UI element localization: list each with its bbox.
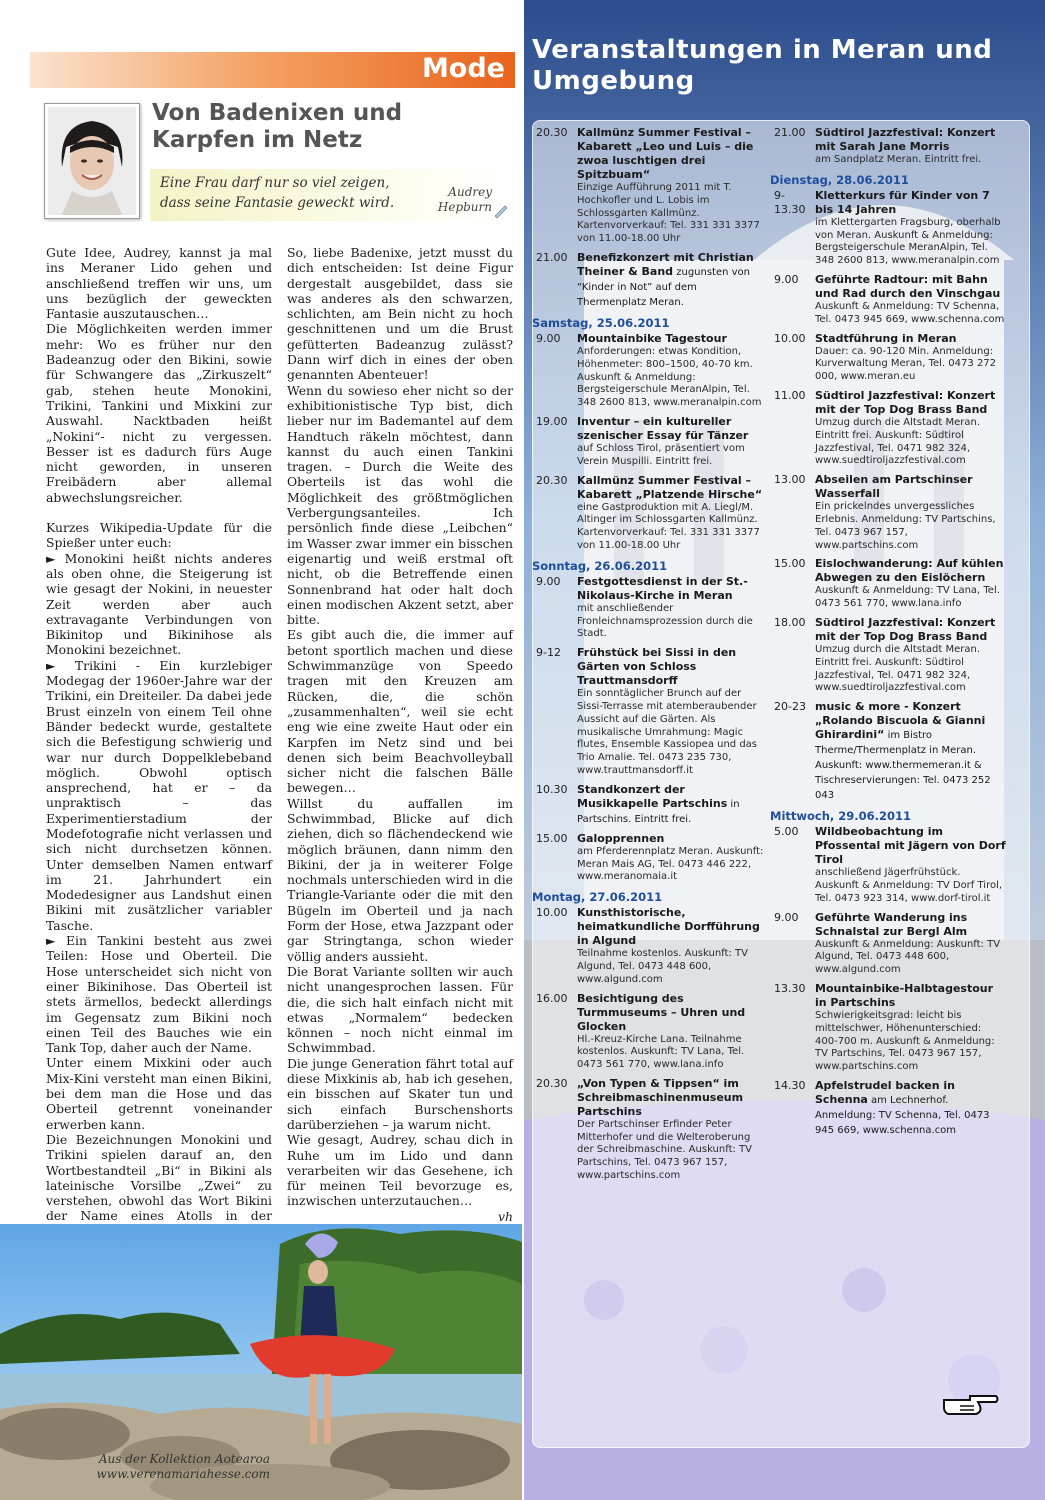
event-title-tail: am Lechnerhof. Anmeldung: TV Schenna, Tel. 0473 945 669, www.schenna.com <box>815 1094 990 1136</box>
paragraph: ► Ein Tankini besteht aus zwei Teilen: Hose und Oberteil. Die Hose unterscheidet sich nicht von einer Bikinihose. Das Oberteil ist stets ärmellos, bedeckt allerdings im Gegensatz zum Bikini noch einen Teil des Bauches wie ein Tank Top, daher auch der Name. <box>46 933 272 1056</box>
event-title <box>815 557 1006 585</box>
event-item <box>770 473 1006 552</box>
event-title-text: Geführte Wanderung ins Schnalstal zur Bergl Alm <box>815 910 968 938</box>
event-title-text: Südtirol Jazzfestival: Konzert mit Sarah Jane Morris <box>815 126 996 153</box>
author-portrait <box>44 103 140 219</box>
event-details: Einzige Aufführung 2011 mit T. Hochkofler und L. Lobis im Schlossgarten Kallmünz. Kartenvorverkauf: Tel. 331 331 3377 von 11.00-18.00 Uhr <box>577 182 760 245</box>
event-title-text: Kletterkurs für Kinder von 7 bis 14 Jahren <box>815 188 990 216</box>
mode-page <box>0 0 522 1500</box>
event-title-text: Mountainbike-Halbtagestour in Partschins <box>815 981 994 1009</box>
event-details: am Sandplatz Meran. Eintritt frei. <box>815 154 982 165</box>
author-initials: vh <box>498 1208 513 1224</box>
event-title-text: Benefizkonzert mit Christian Theiner & Band <box>577 250 754 278</box>
event-title-tail: im Bistro Therme/Thermenplatz in Meran. Auskunft: www.thermemeran.it & Tischreservierungen: Tel. 0473 252 043 <box>815 730 991 802</box>
paragraph: Wenn du sowieso eher nicht so der exhibitionistische Typ bist, dich lieber nur im Bademantel auf dem Handtuch räkeln möchtest, dann kannst du auch einen Tankini tragen. – Durch die Weite des Oberteils ist das wohl die Möglichkeit des größtmöglichen Verbergungsanteiles. Ich persönlich finde diese „Leibchen“ im Wasser zwar immer ein bisschen eigenartig und weiß erstmal oft nicht, ob die Betreffende einen Sonnenbrand hat oder halt doch einen modischen Akzent setzt, aber bitte. <box>287 382 513 628</box>
event-details: Anforderungen: etwas Kondition, Höhenmeter: 800–1500, 40-70 km. Auskunft & Anmeldung: Bergsteigerschule MeranAlpin, Tel. 348 2600 813, www.meranalpin.com <box>577 345 762 409</box>
event-time: 15.00 <box>536 831 568 845</box>
event-title-text: Eislochwanderung: Auf kühlen Abwegen zu den Eislöchern <box>815 557 1004 585</box>
article-headline: Von Badenixen und Karpfen im Netz <box>152 100 403 153</box>
events-column-1 <box>532 126 768 1188</box>
event-item <box>770 982 1006 1074</box>
event-item <box>532 575 768 641</box>
quote-box <box>150 169 513 221</box>
pen-icon <box>493 204 509 218</box>
event-time: 19.00 <box>536 414 568 428</box>
event-title-text: Kallmünz Summer Festival – Kabarett „Platzende Hirsche“ <box>577 473 763 501</box>
quote-text: Eine Frau darf nur so viel zeigen, dass seine Fantasie geweckt wird. <box>160 175 395 211</box>
event-time: 13.30 <box>774 981 806 995</box>
event-item <box>770 189 1006 268</box>
event-title-text: Apfelstrudel backen in Schenna <box>815 1078 955 1106</box>
paragraph: ► Trikini - Ein kurzlebiger Modegag der 1960er-Jahre war der Trikini, ein Dreiteiler. Da dabei jede Brust einzeln von einem Teil ohne Bänder bedeckt wurde, gestaltete sich die Befestigung schwierig und war nur durch Doppelklebeband möglich. Obwohl optisch ansprechend, hat er – da unpraktisch – das Experimentierstadium der Modefotografie nicht verlassen und sich nicht durchsetzen können. Unter demselben Namen entwarf im 21. Jahrhundert ein Modedesigner aus Landshut einen Bikini mit zusätzlicher variabler Tasche. <box>46 657 273 933</box>
event-time: 11.00 <box>774 388 806 402</box>
event-title-text: Stadtführung in Meran <box>815 331 957 345</box>
event-details: Schwierigkeitsgrad: leicht bis mittelschwer, Höhenunterschied: 400-700 m. Auskunft & Anmeldung: TV Partschins, Tel. 0473 967 157, www.partschins.com <box>815 1009 995 1073</box>
event-item <box>770 557 1006 611</box>
paragraph: So, liebe Badenixe, jetzt musst du dich entscheiden: Ist deine Figur dergestalt ausgebildet, dass sie was anderes als den schwarzen, schlichten, am Bein nicht zu hoch geschnittenen und um die Brust gefütterten Badeanzug zulässt? Dann wirf dich in eines der oben genannten Abenteuer! <box>287 245 513 383</box>
events-column-2 <box>770 126 1006 1143</box>
event-item <box>770 1079 1006 1138</box>
event-time: 10.30 <box>536 782 568 796</box>
event-title <box>577 1077 768 1119</box>
section-label: Mode <box>421 53 505 84</box>
event-item <box>770 389 1006 468</box>
event-title <box>815 473 1006 501</box>
event-item <box>770 332 1006 384</box>
event-title <box>815 911 1006 939</box>
event-time: 15.00 <box>774 557 806 571</box>
event-time: 14.30 <box>774 1078 806 1092</box>
event-details: Hl.-Kreuz-Kirche Lana. Teilnahme kostenlos. Auskunft: TV Lana, Tel. 0473 561 770, www.lana.info <box>577 1033 745 1071</box>
event-title-tail: zugunsten von “Kinder in Not” auf dem Thermenplatz Meran. <box>577 266 751 308</box>
event-details: Umzug durch die Altstadt Meran. Eintritt frei. Auskunft: Südtirol Jazzfestival, Tel. 0471 982 324, www.suedtiroljazzfestival.com <box>815 416 981 467</box>
event-time: 9.00 <box>536 574 561 588</box>
event-title <box>815 700 1006 803</box>
event-title-text: Kallmünz Summer Festival – Kabarett „Leo und Luis – die zwoa luschtigen drei Spitzbuam“ <box>577 126 754 181</box>
event-title-text: Besichtigung des Turmmuseums – Uhren und Glocken <box>577 991 746 1033</box>
event-title <box>577 906 768 948</box>
event-title-text: Standkonzert der Musikkapelle Partschins <box>577 782 728 810</box>
event-item <box>770 700 1006 803</box>
event-details: im Klettergarten Fragsburg, oberhalb von Meran. Auskunft & Anmeldung: Bergsteigerschule MeranAlpin, Tel. 348 2600 813, www.meranalpin.com <box>815 216 1001 267</box>
paragraph: Gute Idee, Audrey, kannst ja mal ins Meraner Lido gehen und anschließend treffen wir uns, um uns bezüglich der geweckten Fantasie auszutauschen… <box>46 245 272 322</box>
event-item <box>770 273 1006 327</box>
event-time: 10.00 <box>536 906 568 920</box>
paragraph: Kurzes Wikipedia-Update für die Spießer unter euch: <box>46 520 272 551</box>
event-time: 13.00 <box>774 473 806 487</box>
event-time: 10.00 <box>774 331 806 345</box>
event-title <box>577 992 768 1034</box>
event-details: Auskunft & Anmeldung: TV Schenna, Tel. 0473 945 669, www.schenna.com <box>815 300 1005 325</box>
event-title-text: Frühstück bei Sissi in den Gärten von Schloss Trauttmansdorff <box>577 646 737 688</box>
event-details: Auskunft & Anmeldung: TV Lana, Tel. 0473 561 770, www.lana.info <box>815 585 1000 610</box>
pointing-hand-icon <box>940 1390 1000 1420</box>
event-details: Umzug durch die Altstadt Meran. Eintritt frei. Auskunft: Südtirol Jazzfestival, Tel. 0471 982 324, www.suedtiroljazzfestival.com <box>815 643 981 694</box>
event-time: 21.00 <box>774 126 806 139</box>
event-item <box>532 832 768 884</box>
event-item <box>770 911 1006 977</box>
event-title <box>815 389 1006 417</box>
event-title <box>815 273 1006 301</box>
event-details: anschließend Jägerfrühstück. Auskunft & Anmeldung: TV Dorf Tirol, Tel. 0473 923 314, www.dorf-tirol.it <box>815 867 1003 904</box>
event-details: Teilnahme kostenlos. Auskunft: TV Algund, Tel. 0473 448 600, www.algund.com <box>577 948 748 985</box>
paragraph: Es gibt auch die, die immer auf betont sportlich machen und diese Schwimmanzüge von Speedo tragen mit den Kreuzen am Rücken, die, die schön „zusammenhalten“, weil sie echt eng wie eine zweite Haut oder ein Karpfen im Netz sind und bei denen sich beim Beachvolleyball sicher nicht die falschen Bälle bewegen… <box>287 627 513 796</box>
event-item <box>532 332 768 410</box>
event-time: 21.00 <box>536 250 568 264</box>
quote-author: Audrey Hepburn <box>437 185 492 214</box>
event-details: eine Gastproduktion mit A. Liegl/M. Altinger im Schlossgarten Kallmünz. Kartenvorverkauf: Tel. 331 331 3377 von 11.00-18.00 Uhr <box>577 501 760 551</box>
event-time: 18.00 <box>774 615 806 629</box>
event-title <box>815 825 1006 867</box>
photo-credit-collection: Aus der Kollektion Aotearoa <box>98 1452 270 1466</box>
event-time: 5.00 <box>774 825 799 839</box>
event-title-text: Abseilen am Partschinser Wasserfall <box>815 473 973 501</box>
event-title-text: Wildbeobachtung im Pfossental mit Jägern von Dorf Tirol <box>815 825 1006 867</box>
paragraph: Unter einem Mixkini oder auch Mix-Kini versteht man einen Bikini, bei dem man die Hose und das Oberteil getrennt voneinander erwerben kann. <box>46 1055 272 1132</box>
event-time: 20.30 <box>536 1076 568 1090</box>
event-time: 20.30 <box>536 126 568 139</box>
event-title <box>815 982 1006 1010</box>
event-title <box>577 575 768 603</box>
event-time: 20.30 <box>536 473 568 487</box>
day-heading: Samstag, 25.06.2011 <box>532 315 670 330</box>
event-item <box>770 616 1006 695</box>
event-time: 9-13.30 <box>774 188 806 216</box>
article-column-1 <box>46 245 272 1254</box>
event-details: Der Partschinser Erfinder Peter Mitterhofer und die Welteroberung der Schreibmaschine. Auskunft: TV Partschins, Tel. 0473 967 157, www.partschins.com <box>577 1118 752 1182</box>
event-title <box>577 832 768 846</box>
event-title-text: Galopprennen <box>577 831 665 845</box>
event-title-text: Südtirol Jazzfestival: Konzert mit der Top Dog Brass Band <box>815 615 996 643</box>
paragraph <box>46 505 272 520</box>
paragraph: Die Borat Variante sollten wir auch nicht unangesprochen lassen. Für die, die sich halt einfach nicht mit etwas „Normalem“ bedecken können – noch nicht einmal im Schwimmbad. <box>287 963 513 1056</box>
event-item <box>532 415 768 469</box>
event-item <box>532 646 768 778</box>
event-title-text: Geführte Radtour: mit Bahn und Rad durch den Vinschgau <box>815 272 1001 300</box>
event-details: Auskunft & Anmeldung: Auskunft: TV Algund, Tel. 0473 448 600, www.algund.com <box>815 938 1001 976</box>
event-title-tail: in Partschins. Eintritt frei. <box>577 798 740 825</box>
event-time: 9-12 <box>536 646 561 660</box>
event-time: 9.00 <box>774 910 799 924</box>
event-title <box>815 126 1006 154</box>
paragraph: Wie gesagt, Audrey, schau dich in Ruhe um im Lido und dann verarbeiten wir das Gesehene, ich für meinen Teil bevorzuge es, inzwischen unterzutauchen… <box>287 1132 513 1209</box>
event-title <box>815 1079 1006 1138</box>
event-title <box>815 332 1006 346</box>
event-title-text: „Von Typen & Tippsen“ im Schreibmaschinenmuseum Partschins <box>577 1076 744 1118</box>
event-time: 9.00 <box>536 331 561 345</box>
event-details: mit anschließender Fronleichnamsprozession durch die Stadt. <box>577 602 753 640</box>
event-item <box>532 906 768 986</box>
day-heading: Sonntag, 26.06.2011 <box>532 558 668 573</box>
event-title <box>577 332 768 346</box>
event-title-text: music & more - Konzert „Rolando Biscuola & Gianni Ghirardini“ <box>815 700 986 742</box>
event-title-text: Mountainbike Tagestour <box>577 331 727 345</box>
event-item <box>532 783 768 827</box>
day-heading: Dienstag, 28.06.2011 <box>770 172 909 187</box>
day-heading: Montag, 27.06.2011 <box>532 890 663 905</box>
event-title-text: Inventur – ein kultureller szenischer Essay für Tänzer <box>577 414 749 442</box>
event-title-text: Südtirol Jazzfestival: Konzert mit der Top Dog Brass Band <box>815 388 996 416</box>
article-column-2 <box>287 245 513 1224</box>
event-title <box>577 646 768 688</box>
paragraph: ► Monokini heißt nichts anderes als oben ohne, die Steigerung ist wie gesagt der Nokini, in neuester Zeit werden aber auch extravagante Verbindungen von Bikinitop und Bikinihose als Monokini bezeichnet. <box>46 550 272 658</box>
event-title <box>577 474 768 502</box>
paragraph: Die Möglichkeiten werden immer mehr: Wo es früher nur den Badeanzug oder den Bikini, sowie für Schwangere das „Zirkuszelt“ gab, stehen heute Monokini, Trikini, Tankini und Mixkini zur Auswahl. Nacktbaden heißt „Nokini“- nicht zu vergessen. Besser ist es dadurch fürs Auge nicht geworden, in unseren Freibädern aber allemal abwechslungsreicher. <box>46 321 272 505</box>
paragraph: Willst du auffallen im Schwimmbad, Blicke auf dich ziehen, dich so flächendeckend wie möglich bräunen, dann nimm den Bikini, der ja in weiterer Folge nochmals unterschieden wird in die Triangle-Variante oder die mit den Bügeln im Oberteil und ja nach Form der Hose, etwa Jazzpant oder gar Stringtanga, schon wieder völlig anders aussieht. <box>287 795 513 964</box>
event-title <box>577 783 768 827</box>
event-time: 9.00 <box>774 272 799 286</box>
event-title <box>577 415 768 443</box>
event-title <box>577 251 768 310</box>
day-heading: Mittwoch, 29.06.2011 <box>770 809 912 824</box>
event-title-text: Festgottesdienst in der St.-Nikolaus-Kirche in Meran <box>577 574 748 602</box>
event-time: 20-23 <box>774 700 806 714</box>
paragraph: Die junge Generation fährt total auf diese Mixkinis ab, hab ich gesehen, ein bisschen auf Skater tun und sich einfach Burschenshorts darüberziehen – ja warum nicht. <box>287 1055 513 1132</box>
event-item <box>532 992 768 1072</box>
event-title <box>577 126 768 182</box>
event-item <box>770 126 1006 167</box>
event-details: Ein sonntäglicher Brunch auf der Sissi-Terrasse mit atemberaubender Aussicht auf die Gärten. Als musikalische Umrahmung: Magic flutes, Ensemble Kassiopea und das Trio Amalie. Tel. 0473 235 730, www.trauttmansdorff.it <box>577 688 758 776</box>
events-title: Veranstaltungen in Meran und Umgebung <box>532 35 993 96</box>
event-title <box>815 189 1006 217</box>
event-item <box>770 825 1006 905</box>
event-time: 16.00 <box>536 991 568 1005</box>
section-bar <box>30 52 515 88</box>
paragraph: Die Bezeichnungen Monokini und Trikini spielen darauf an, den Wortbestandteil „Bi“ in Bikini als lateinische Vorsilbe „Zwei“ zu verstehen, obwohl das Wort Bikini der Name eines Atolls in der <box>46 1131 272 1224</box>
event-details: am Pferderennplatz Meran. Auskunft: Meran Mais AG, Tel. 0473 446 222, www.meranomaia.it <box>577 845 764 883</box>
event-title <box>815 616 1006 644</box>
photo-credit-url: www.verenamariahesse.com <box>96 1467 270 1481</box>
event-item <box>532 474 768 553</box>
event-details: Dauer: ca. 90-120 Min. Anmeldung: Kurverwaltung Meran, Tel. 0473 272 000, www.meran.eu <box>815 345 997 383</box>
event-item <box>532 251 768 310</box>
event-details: auf Schloss Tirol, präsentiert vom Verein Muspilli. Eintritt frei. <box>577 442 745 467</box>
event-item <box>532 1077 768 1183</box>
event-item <box>532 126 768 246</box>
photo-credit <box>90 1452 270 1482</box>
event-title-text: Kunsthistorische, heimatkundliche Dorfführung in Algund <box>577 906 760 948</box>
event-details: Ein prickelndes unvergessliches Erlebnis. Anmeldung: TV Partschins, Tel. 0473 967 157, www.partschins.com <box>815 501 996 551</box>
